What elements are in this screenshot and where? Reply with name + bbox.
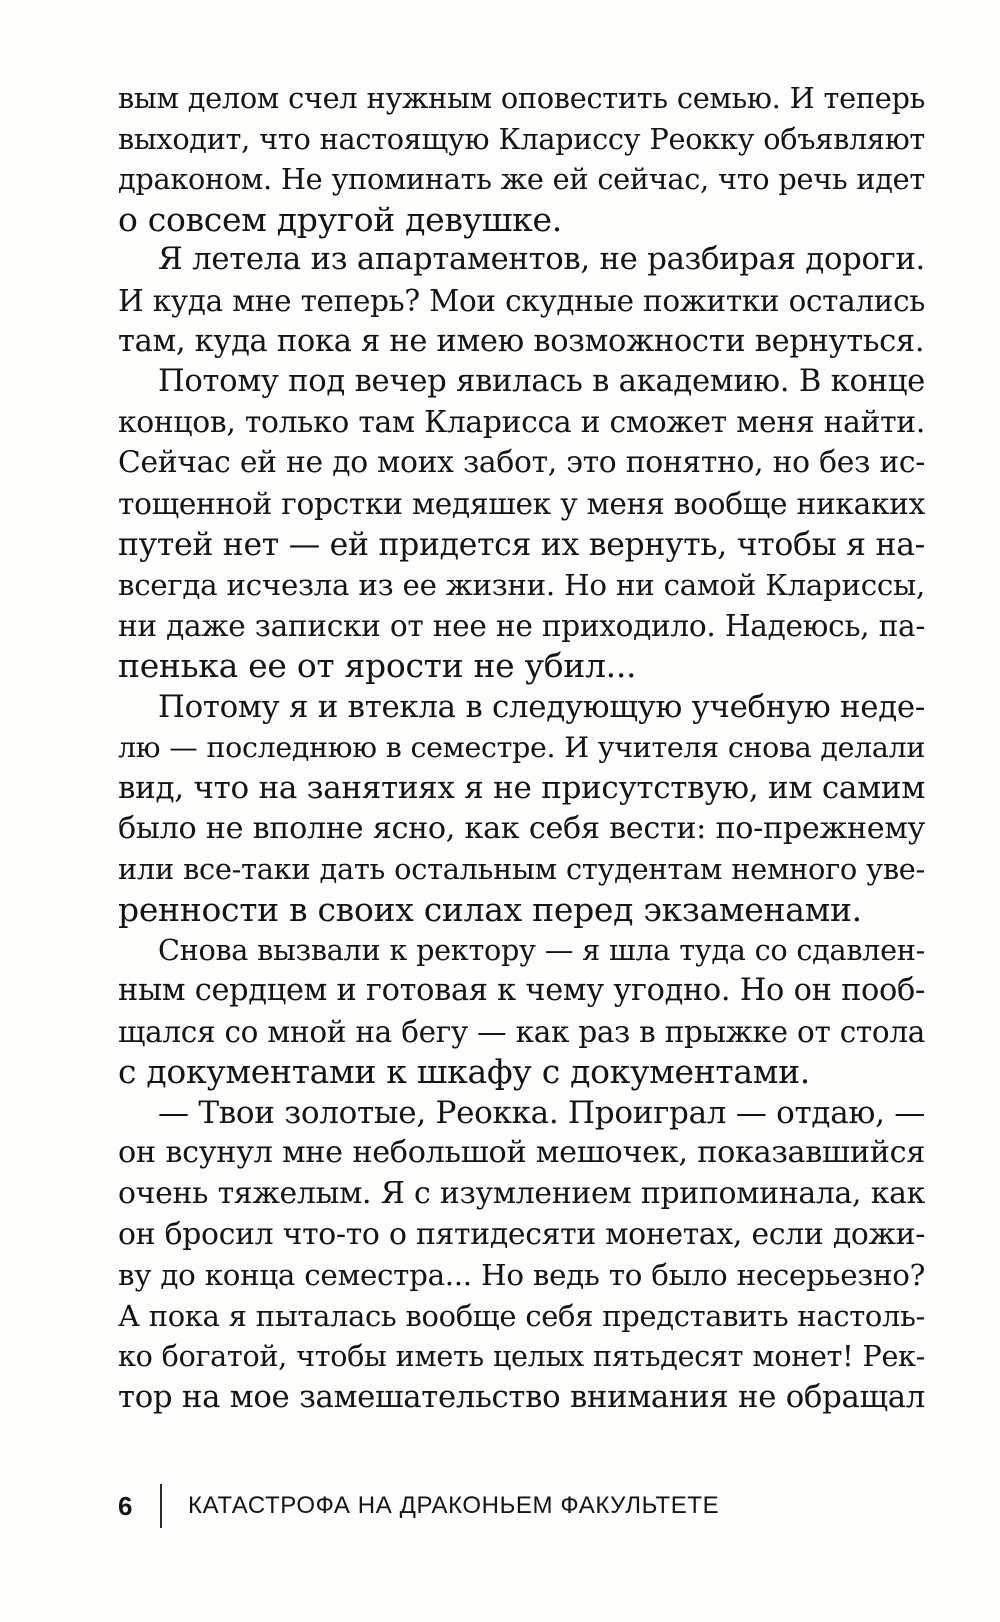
text-line: или все-таки дать остальным студентам немного уве- (118, 852, 925, 887)
text-line: было не вполне ясно, как себя вести: по-прежнему (118, 810, 925, 846)
text-line: путей нет — ей придется их вернуть, чтобы я на- (118, 526, 925, 563)
text-line: ренности в своих силах перед экзаменами. (118, 889, 862, 929)
text-line: пенька ее от ярости не убил... (118, 646, 637, 686)
text-line: о совсем другой девушке. (118, 199, 562, 239)
text-line: тощенной горстки медяшек у меня вообще никаких (118, 486, 925, 521)
text-line: с документами к шкафу с документами. (118, 1052, 810, 1092)
text-line: ни даже записки от нее не приходило. Надеюсь, па- (118, 608, 925, 643)
text-line: лю — последнюю в семестре. И учителя снова делали (118, 730, 925, 764)
body-text (118, 78, 925, 1418)
text-line: вым делом счел нужным оповестить семью. И теперь (118, 81, 925, 115)
text-line: всегда исчезла из ее жизни. Но ни самой Клариссы, (118, 568, 925, 603)
text-line: тор на мое замешательство внимания не обращал (118, 1379, 925, 1415)
footer-divider (160, 1484, 162, 1528)
page-footer (118, 1486, 719, 1526)
text-line: Потому под вечер явилась в академию. В конце (158, 364, 925, 400)
text-line: там, куда пока я не имею возможности вернуться. (118, 323, 925, 359)
text-line: выходит, что настоящую Клариссу Реокку объявляют (118, 121, 925, 156)
text-line: Снова вызвали к ректору — я шла туда со сдавлен- (158, 933, 925, 968)
text-line: очень тяжелым. Я с изумлением припоминала, как (118, 1176, 925, 1212)
text-line: он всунул мне небольшой мешочек, показавшийся (118, 1135, 925, 1171)
text-line: щался со мной на бегу — как раз в прыжке от стола (118, 1014, 925, 1049)
text-line: ву до конца семестра... Но ведь то было несерьезно? (118, 1258, 925, 1293)
text-line: Потому я и втекла в следующую учебную неде- (158, 688, 925, 725)
text-line: концов, только там Кларисса и сможет меня найти. (118, 404, 925, 440)
text-line: — Твои золотые, Реокка. Проиграл — отдаю, — (158, 1094, 925, 1131)
text-line: ным сердцем и готовая к чему угодно. Но он пооб- (118, 973, 925, 1009)
text-line: Я летела из апартаментов, не разбирая дороги. (158, 242, 925, 278)
text-line: Сейчас ей не до моих забот, это понятно, но без ис- (118, 445, 925, 481)
text-line: вид, что на занятиях я не присутствую, им самим (118, 770, 925, 807)
text-line: он бросил что-то о пятидесяти монетах, если дожи- (118, 1216, 925, 1252)
text-line: И куда мне теперь? Мои скудные пожитки остались (118, 283, 925, 318)
running-title: КАТАСТРОФА НА ДРАКОНЬЕМ ФАКУЛЬТЕТЕ (188, 1492, 720, 1519)
text-line: А пока я пыталась вообще себя представить настоль- (118, 1298, 925, 1333)
text-line: ко богатой, чтобы иметь целых пятьдесят монет! Рек- (118, 1339, 925, 1374)
text-line: драконом. Не упоминать же ей сейчас, что речь идет (118, 162, 925, 197)
page-number: 6 (118, 1490, 133, 1521)
